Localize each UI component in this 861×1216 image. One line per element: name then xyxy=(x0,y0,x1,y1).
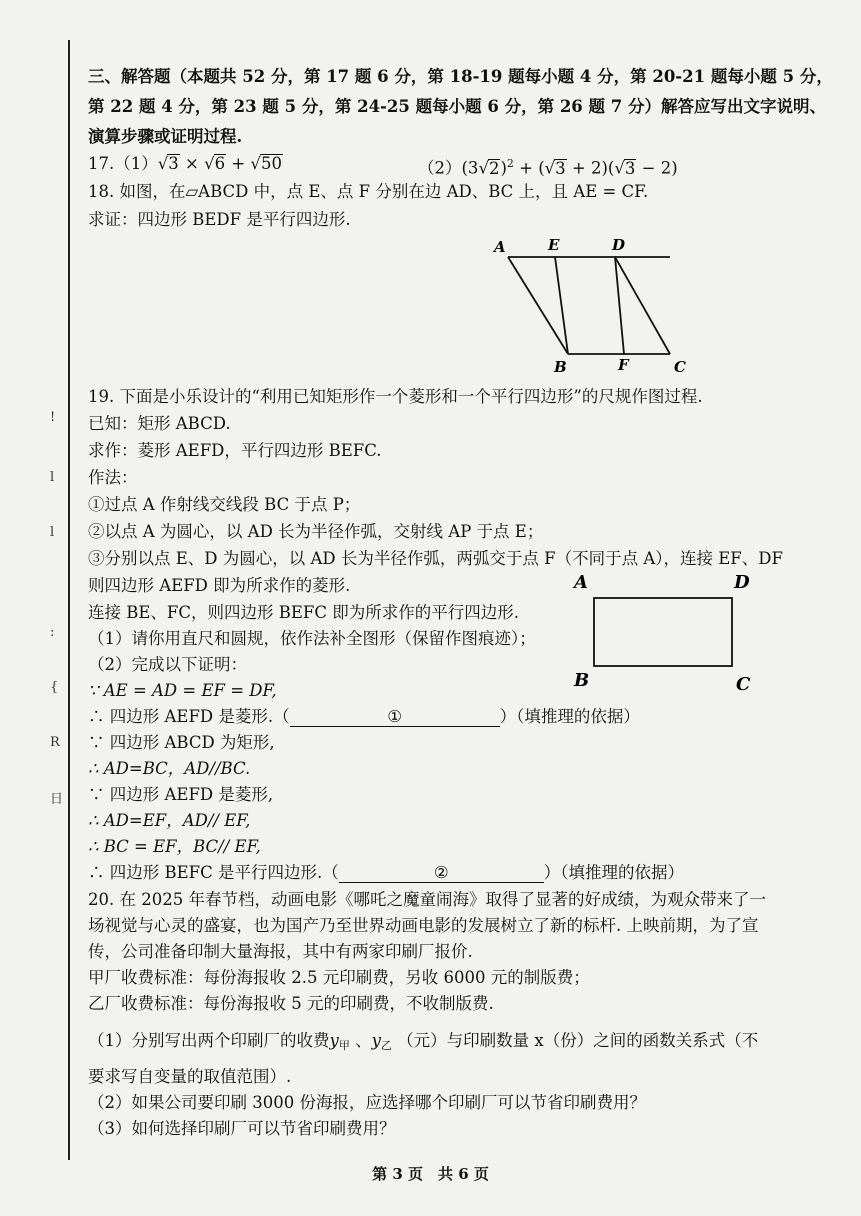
answer-blank-1[interactable]: ① xyxy=(290,708,500,727)
section-heading: 第 22 题 4 分，第 23 题 5 分，第 24-25 题每小题 6 分，第 26 题 7 分）解答应写出文字说明、 xyxy=(88,97,826,116)
label-c: C xyxy=(736,674,751,695)
segment-be xyxy=(555,257,568,354)
q17-number: 17. xyxy=(88,154,115,173)
q19-proof-line: ∵ AE = AD = EF = DF, xyxy=(88,681,277,700)
binding-margin-line xyxy=(68,40,70,1160)
answer-blank-2[interactable]: ② xyxy=(339,864,544,883)
question-18-prompt: 求证：四边形 BEDF 是平行四边形. xyxy=(88,210,351,229)
question-20-text: 传，公司准备印制大量海报，其中有两家印刷厂报价. xyxy=(88,942,473,961)
q19-method-title: 作法： xyxy=(88,468,138,487)
subscript-yi: 乙 xyxy=(380,1039,392,1052)
question-19-text: 19. 下面是小乐设计的“利用已知矩形作一个菱形和一个平行四边形”的尺规作图过程. xyxy=(88,387,703,406)
margin-mark: R xyxy=(50,735,60,750)
q19-proof-line: ∴ BC = EF，BC// EF, xyxy=(88,837,261,856)
q17-radicand: 2 xyxy=(488,158,500,178)
q17-op: × xyxy=(185,154,199,173)
q20-part1-cont: 要求写自变量的取值范围）. xyxy=(88,1067,292,1086)
section-heading: 演算步骤或证明过程. xyxy=(88,127,243,146)
q17-op: + xyxy=(231,154,246,173)
label-a: A xyxy=(574,572,588,593)
q20-part1 xyxy=(88,1030,831,1057)
label-d: D xyxy=(612,236,626,254)
margin-mark: : xyxy=(50,625,55,640)
question-20-text: 场视觉与心灵的盛宴，也为国产乃至世界动画电影的发展树立了新的标杆. 上映前期，为了宣 xyxy=(88,916,759,935)
q17-exponent: 2 xyxy=(506,157,514,170)
q17-radicand: 3 xyxy=(624,158,636,178)
label-b: B xyxy=(574,670,590,691)
label-a: A xyxy=(494,238,506,256)
label-c: C xyxy=(674,358,686,376)
q17-part2: $(2)(3√2)^2 + (√3 + 2)(√3 - 2)$ xyxy=(418,157,678,178)
q19-step: ③分别以点 E、D 为圆心，以 AD 长为半径作弧，两弧交于点 F（不同于点 A），连接 EF、DF xyxy=(88,549,783,568)
q19-rectangle-figure xyxy=(566,568,766,698)
q19-step: ②以点 A 为圆心，以 AD 长为半径作弧，交射线 AP 于点 E； xyxy=(88,522,544,541)
q19-step: 则四边形 AEFD 即为所求作的菱形. xyxy=(88,576,351,595)
q17-radicand: 6 xyxy=(214,154,226,173)
q17-expr: − 2) xyxy=(636,158,678,178)
margin-mark: l xyxy=(50,525,55,540)
label-f: F xyxy=(618,356,629,374)
q17-part1-label: （1） xyxy=(114,154,158,173)
page-footer: 第 3 页 共 6 页 xyxy=(372,1165,489,1183)
q19-step: ①过点 A 作射线交线段 BC 于点 P； xyxy=(88,495,361,514)
q17-expr: (3 xyxy=(461,158,479,178)
q18-parallelogram-figure xyxy=(480,232,700,380)
label-d: D xyxy=(734,572,750,593)
q17-radicand: 3 xyxy=(168,154,179,173)
q19-proof-line xyxy=(88,862,831,884)
question-20-text: 20. 在 2025 年春节档，动画电影《哪吒之魔童闹海》取得了显著的好成绩，为观众带来了一 xyxy=(88,890,766,909)
margin-mark: { xyxy=(50,680,59,695)
proof-text: ∴ 四边形 BEFC 是平行四边形.（ xyxy=(88,863,339,882)
q19-proof-line: ∵ 四边形 AEFD 是菱形, xyxy=(88,785,274,804)
question-17: 17.（1）√3 × √6 + √50 $(2)(3√2)^2 + (√3 + 2)(√3 - 2)$ xyxy=(88,154,678,178)
q17-radicand: 3 xyxy=(555,158,566,178)
q19-proof-line: ∵ 四边形 ABCD 为矩形, xyxy=(88,733,275,752)
q19-proof-line: ∴ AD=BC，AD//BC. xyxy=(88,759,251,778)
q20-text: （1）分别写出两个印刷厂的收费 xyxy=(88,1031,330,1050)
q17-expr: ) xyxy=(500,158,507,178)
label-b: B xyxy=(554,358,567,376)
rectangle-abcd xyxy=(594,598,732,666)
q19-given: 已知：矩形 ABCD. xyxy=(88,414,231,433)
q20-text: 、 xyxy=(349,1031,372,1050)
q20-factory-a: 甲厂收费标准：每份海报收 2.5 元印刷费，另收 6000 元的制版费； xyxy=(88,968,590,987)
q19-construct: 求作：菱形 AEFD，平行四边形 BEFC. xyxy=(88,441,382,460)
q19-part1: （1）请你用直尺和圆规，依作法补全图形（保留作图痕迹）； xyxy=(88,629,536,648)
label-e: E xyxy=(548,236,560,254)
margin-mark: ! xyxy=(50,410,56,425)
proof-text: ）（填推理的依据） xyxy=(543,863,684,882)
q19-proof-line: ∴ AD=EF，AD// EF, xyxy=(88,811,251,830)
q19-proof-line xyxy=(88,706,831,728)
var-y: y xyxy=(371,1031,381,1050)
side-ab xyxy=(508,257,568,354)
q20-part2: （2）如果公司要印刷 3000 份海报，应选择哪个印刷厂可以节省印刷费用？ xyxy=(88,1093,646,1112)
question-18-text: 18. 如图，在▱ABCD 中，点 E、点 F 分别在边 AD、BC 上，且 AE = CF. xyxy=(88,182,649,201)
subscript-jia: 甲 xyxy=(338,1039,350,1052)
proof-text: ）（填推理的依据） xyxy=(499,707,640,726)
q19-part2: （2）完成以下证明： xyxy=(88,655,247,674)
section-heading: 三、解答题（本题共 52 分，第 17 题 6 分，第 18-19 题每小题 4 分，第 20-21 题每小题 5 分， xyxy=(88,67,833,86)
var-y: y xyxy=(329,1031,339,1050)
proof-text: ∴ 四边形 AEFD 是菱形.（ xyxy=(88,707,290,726)
q20-factory-b: 乙厂收费标准：每份海报收 5 元的印刷费，不收制版费. xyxy=(88,994,494,1013)
q17-part2-label: （2） xyxy=(418,158,462,178)
q17-expr: + ( xyxy=(513,158,545,178)
margin-mark: 日 xyxy=(50,792,64,807)
margin-mark: l xyxy=(50,470,55,485)
q20-part3: （3）如何选择印刷厂可以节省印刷费用？ xyxy=(88,1119,396,1138)
q19-step: 连接 BE、FC，则四边形 BEFC 即为所求作的平行四边形. xyxy=(88,603,519,622)
q17-radicand: 50 xyxy=(260,154,282,173)
q20-text: （元）与印刷数量 x（份）之间的函数关系式（不 xyxy=(391,1031,759,1050)
q17-expr: + 2)( xyxy=(566,158,615,178)
